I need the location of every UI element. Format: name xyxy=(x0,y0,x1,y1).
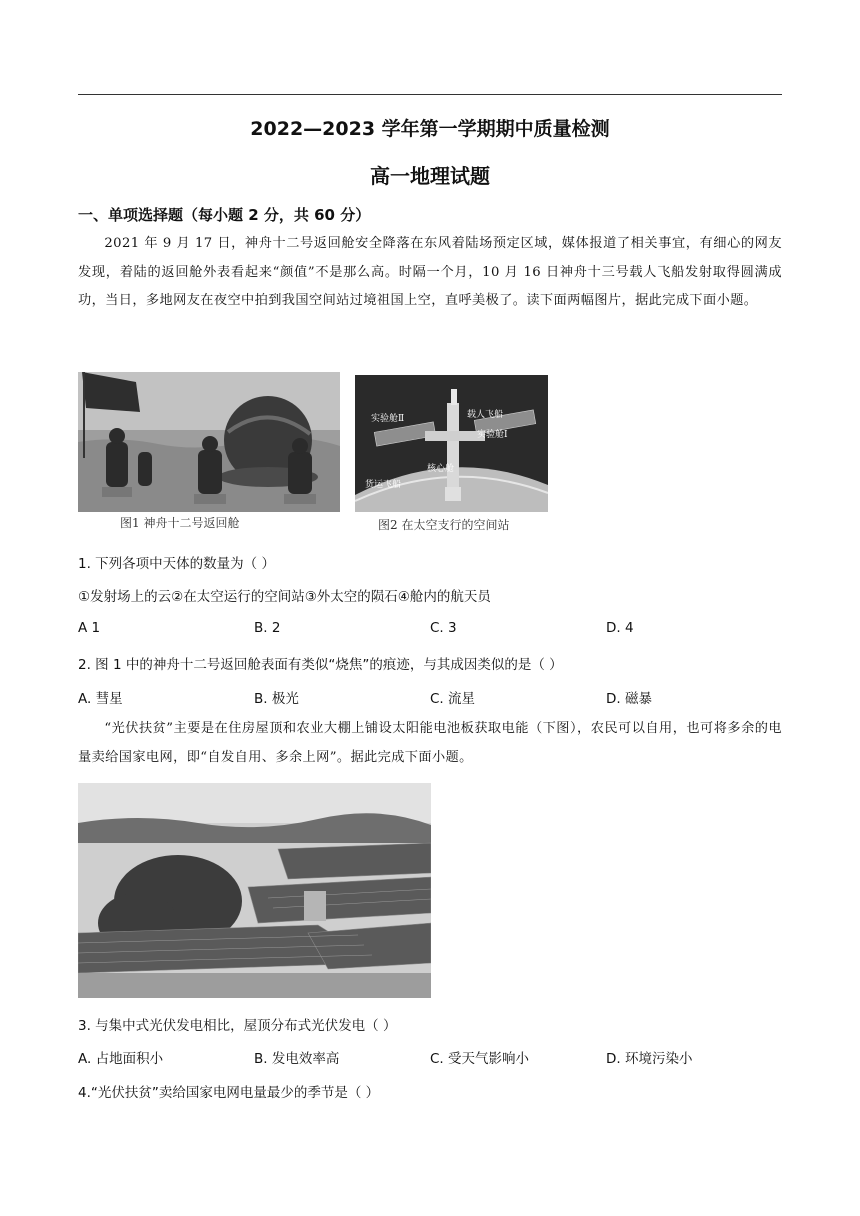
figure-1-caption: 图1 神舟十二号返回舱 xyxy=(120,516,240,530)
return-capsule-image xyxy=(78,372,340,512)
figure-3-photo xyxy=(78,783,431,998)
label-lab1: 实验舱Ⅰ xyxy=(477,430,508,440)
q2-option-c[interactable]: C. 流星 xyxy=(430,691,476,707)
question-3-stem: 3. 与集中式光伏发电相比，屋顶分布式光伏发电（ ） xyxy=(78,1018,397,1034)
q2-option-a[interactable]: A. 彗星 xyxy=(78,691,123,707)
label-core-module: 核心舱 xyxy=(427,464,455,474)
figure-2-caption: 图2 在太空支行的空间站 xyxy=(378,518,510,532)
label-cargo-ship: 货运飞船 xyxy=(365,480,402,490)
label-crew-ship: 载人飞船 xyxy=(467,410,504,420)
intro-paragraph-2: “光伏扶贫”主要是在住房屋顶和农业大棚上铺设太阳能电池板获取电能（下图），农民可以自用，也可将多余的电量卖给国家电网，即“自发自用、多余上网”。据此完成下面小题。 xyxy=(78,721,782,765)
q2-option-b[interactable]: B. 极光 xyxy=(254,691,299,707)
question-2-stem: 2. 图 1 中的神舟十二号返回舱表面有类似“烧焦”的痕迹，与其成因类似的是（ ） xyxy=(78,657,563,673)
question-1-items: ①发射场上的云②在太空运行的空间站③外太空的陨石④舱内的航天员 xyxy=(78,589,491,605)
q1-option-d[interactable]: D. 4 xyxy=(606,620,634,636)
q1-option-c[interactable]: C. 3 xyxy=(430,620,457,636)
q2-option-d[interactable]: D. 磁暴 xyxy=(606,691,652,707)
q3-option-c[interactable]: C. 受天气影响小 xyxy=(430,1051,530,1067)
question-4-stem: 4.“光伏扶贫”卖给国家电网电量最少的季节是（ ） xyxy=(78,1085,380,1101)
q3-option-b[interactable]: B. 发电效率高 xyxy=(254,1051,340,1067)
figure-1-photo xyxy=(78,372,340,512)
space-station-image xyxy=(355,375,548,512)
header-rule xyxy=(78,94,782,95)
label-lab2: 实验舱Ⅱ xyxy=(371,414,405,424)
intro-paragraph-1: 2021 年 9 月 17 日，神舟十二号返回舱安全降落在东风着陆场预定区域，媒体报道了相关事宜，有细心的网友发现，着陆的返回舱外表看起来“颜值”不是那么高。时隔一个月，10 月 16 日神舟十三号载人飞船发射取得圆满成功，当日，多地网友在夜空中拍到我国空间站过境祖国上空，直呼美极了。读下面两幅图片，据此完成下面小题。 xyxy=(78,236,782,308)
question-1-stem: 1. 下列各项中天体的数量为（ ） xyxy=(78,556,275,572)
section-heading: 一、单项选择题（每小题 2 分，共 60 分） xyxy=(78,206,371,224)
q1-option-b[interactable]: B. 2 xyxy=(254,620,281,636)
q1-option-a[interactable]: A 1 xyxy=(78,620,101,636)
q3-option-a[interactable]: A. 占地面积小 xyxy=(78,1051,164,1067)
rooftop-solar-image xyxy=(78,783,431,998)
figure-2-photo xyxy=(355,375,548,512)
exam-subtitle: 高一地理试题 xyxy=(370,164,490,188)
exam-title: 2022—2023 学年第一学期期中质量检测 xyxy=(250,118,610,140)
q3-option-d[interactable]: D. 环境污染小 xyxy=(606,1051,693,1067)
